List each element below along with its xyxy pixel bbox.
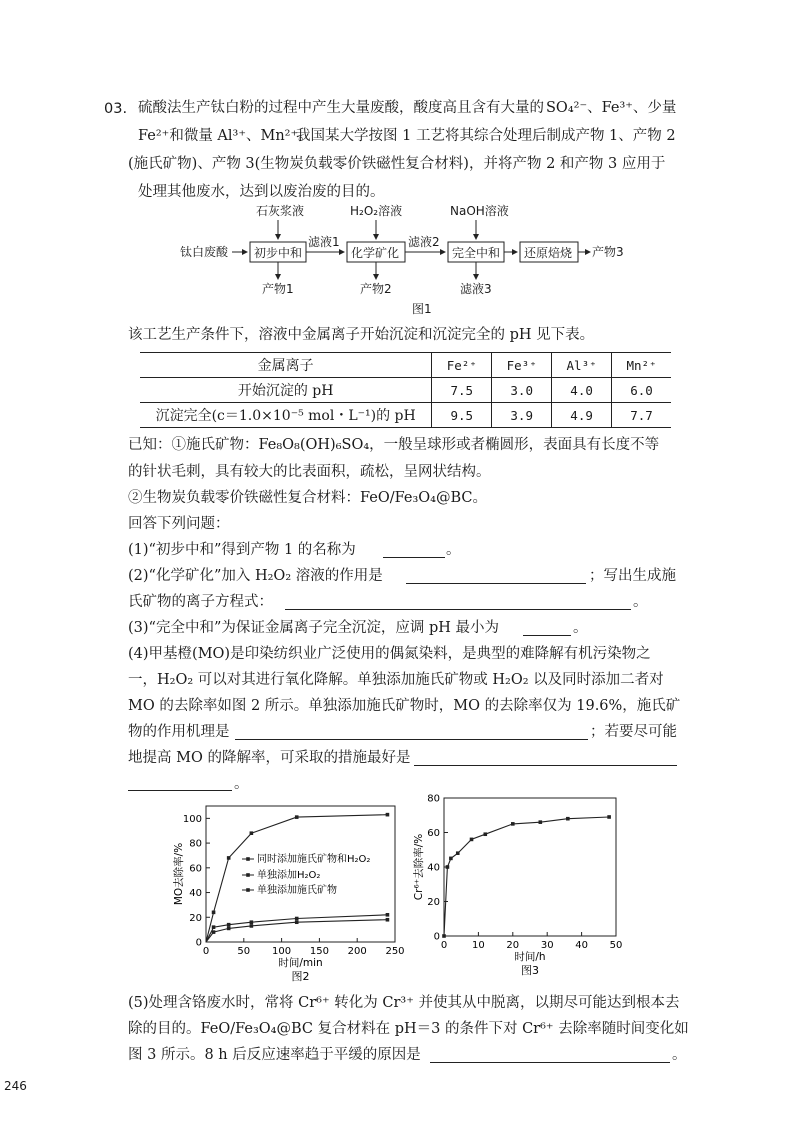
table-header-fe3: Fe³⁺	[492, 353, 552, 378]
y-tick-label: 0	[433, 931, 440, 943]
q4-answer-blank-2[interactable]	[414, 753, 677, 766]
data-point	[483, 832, 487, 836]
x-tick-label: 0	[202, 946, 210, 957]
table-header-label: 金属离子	[140, 353, 432, 378]
data-point	[386, 918, 390, 922]
x-tick-label: 150	[309, 946, 329, 957]
data-point	[227, 856, 231, 860]
flow-step-2: 化学矿化	[351, 246, 400, 260]
q3-end: 。	[573, 620, 588, 636]
legend-entry: 单独添加施氏矿物	[257, 885, 337, 896]
x-tick-label: 0	[440, 940, 448, 951]
data-point	[442, 934, 446, 938]
known-line-1: 已知：①施氏矿物：Fe₈O₈(OH)₆SO₄，一般呈球形或者椭圆形，表面具有长度不等	[128, 437, 660, 453]
q4-line-2: 一，H₂O₂ 可以对其进行氧化降解。单独添加施氏矿物或 H₂O₂ 以及同时添加二者对	[128, 672, 664, 688]
table-header-mn2: Mn²⁺	[612, 353, 671, 378]
table-cell: 3.9	[492, 403, 552, 428]
table-cell: 4.9	[552, 403, 612, 428]
known-line-3: ②生物炭负载零价铁磁性复合材料：FeO/Fe₃O₄@BC。	[128, 490, 488, 506]
flow-step-1: 初步中和	[254, 246, 303, 260]
figure-caption: 图2	[291, 970, 310, 983]
process-flow-diagram	[180, 203, 640, 318]
q2-line-2-end: 。	[633, 594, 648, 610]
question-number: 03.	[104, 101, 128, 117]
x-axis-label: 时间/min	[278, 957, 323, 969]
flow-end: 产物3	[592, 245, 624, 259]
legend-marker	[246, 888, 250, 892]
legend-entry: 同时添加施氏矿物和H₂O₂	[257, 854, 371, 865]
y-tick-label: 80	[189, 838, 202, 850]
figure-3-chart	[408, 790, 628, 984]
q2-line-2: 氏矿物的离子方程式：	[128, 594, 273, 610]
answer-prompt: 回答下列问题：	[128, 516, 230, 532]
q5-line-3: 图 3 所示。8 h 后反应速率趋于平缓的原因是	[128, 1047, 421, 1063]
flow-product-1: 产物1	[262, 282, 294, 296]
intro-line-3: (施氏矿物)、产物 3(生物炭负载零价铁磁性复合材料)，并将产物 2 和产物 3 应用于	[128, 156, 666, 172]
table-header-row	[140, 353, 671, 378]
table-row	[140, 403, 671, 428]
q5-line-2: 除的目的。FeO/Fe₃O₄@BC 复合材料在 pH＝3 的条件下对 Cr⁶⁺ 去除率随时间变化如	[128, 1021, 689, 1037]
x-tick-label: 50	[609, 940, 623, 951]
x-tick-label: 50	[237, 946, 251, 957]
intro-line-2: 我国某大学按图 1 工艺将其综合处理后制成产物 1、产物 2	[296, 128, 676, 144]
table-cell: 9.5	[432, 403, 492, 428]
table-header-fe2: Fe²⁺	[432, 353, 492, 378]
table-row-label: 沉淀完全(c＝1.0×10⁻⁵ mol・L⁻¹)的 pH	[140, 403, 432, 428]
y-tick-label: 40	[427, 862, 440, 874]
data-point	[449, 857, 453, 861]
figure-1-caption: 图1	[412, 302, 432, 316]
metal-ion-ph-table	[140, 352, 671, 428]
x-axis-label: 时间/h	[514, 951, 546, 963]
q5-line-3-end: 。	[672, 1047, 687, 1063]
data-point	[386, 913, 390, 917]
y-tick-label: 20	[189, 912, 202, 924]
data-point	[212, 925, 216, 929]
flow-reagent-1: 石灰浆液	[256, 204, 305, 218]
q5-answer-blank[interactable]	[430, 1050, 670, 1063]
known-line-2: 的针状毛刺，具有较大的比表面积，疏松，呈网状结构。	[128, 464, 491, 480]
intro-line-1: 硫酸法生产钛白粉的过程中产生大量废酸，酸度高且含有大量的	[138, 100, 544, 116]
legend-marker	[246, 873, 250, 877]
q2-answer-blank-2[interactable]	[285, 597, 631, 610]
table-cell: 7.7	[612, 403, 671, 428]
table-row-label: 开始沉淀的 pH	[140, 378, 432, 403]
q1-text: (1)“初步中和”得到产物 1 的名称为	[128, 542, 356, 558]
q4-line-4: 物的作用机理是	[128, 724, 230, 740]
data-point	[539, 820, 543, 824]
intro-line-4: 处理其他废水，达到以废治废的目的。	[138, 184, 385, 200]
q4-line-3: MO 的去除率如图 2 所示。单独添加施氏矿物时，MO 的去除率仅为 19.6%，施氏矿	[128, 698, 681, 714]
q4-line-6-end: 。	[234, 776, 249, 792]
q4-line-4-end: ；若要尽可能	[590, 724, 677, 740]
data-point	[227, 923, 231, 927]
q2-line-1-end: ；写出生成施	[589, 568, 676, 584]
table-row	[140, 378, 671, 403]
flow-reagent-3: NaOH溶液	[450, 204, 509, 218]
x-tick-label: 10	[472, 940, 485, 951]
intro-line-1-ions: SO₄²⁻、Fe³⁺、少量	[546, 100, 677, 116]
y-axis-label: Cr⁶⁺去除率/%	[413, 833, 425, 901]
q4-line-1: (4)甲基橙(MO)是印染纺织业广泛使用的偶氮染料，是典型的难降解有机污染物之	[128, 646, 651, 662]
data-point	[446, 865, 450, 869]
table-cell: 6.0	[612, 378, 671, 403]
y-tick-label: 100	[182, 813, 202, 825]
data-point	[250, 924, 254, 928]
flow-start: 钛白废酸	[180, 245, 229, 259]
flow-filtrate-2: 滤液2	[408, 235, 440, 249]
legend-entry: 单独添加H₂O₂	[257, 870, 321, 881]
data-point	[566, 817, 570, 821]
y-tick-label: 40	[189, 888, 202, 900]
y-tick-label: 60	[427, 828, 440, 839]
series-line	[444, 817, 609, 936]
table-intro: 该工艺生产条件下，溶液中金属离子开始沉淀和沉淀完全的 pH 见下表。	[128, 327, 595, 343]
flow-filtrate-1: 滤液1	[308, 235, 340, 249]
flow-step-4: 还原焙烧	[524, 246, 573, 260]
x-tick-label: 250	[385, 946, 405, 957]
page-number: 246	[4, 1079, 27, 1093]
flow-product-2: 产物2	[360, 282, 392, 296]
q4-answer-blank-1[interactable]	[235, 727, 588, 740]
table-cell: 4.0	[552, 378, 612, 403]
q4-answer-blank-3[interactable]	[128, 778, 232, 791]
table-header-al3: Al³⁺	[552, 353, 612, 378]
q2-line-1: (2)“化学矿化”加入 H₂O₂ 溶液的作用是	[128, 568, 383, 584]
data-point	[456, 851, 460, 855]
data-point	[295, 920, 299, 924]
q3-text: (3)“完全中和”为保证金属离子完全沉淀，应调 pH 最小为	[128, 620, 500, 636]
data-point	[250, 920, 254, 924]
y-tick-label: 80	[427, 793, 440, 805]
data-point	[295, 917, 299, 921]
flow-reagent-2: H₂O₂溶液	[350, 204, 403, 218]
q2-answer-blank-1[interactable]	[406, 571, 586, 584]
y-tick-label: 20	[427, 897, 440, 908]
data-point	[386, 813, 390, 817]
data-point	[250, 831, 254, 835]
legend-marker	[246, 857, 250, 861]
flow-product-3: 滤液3	[460, 282, 492, 296]
y-axis-label: MO去除率/%	[173, 842, 185, 906]
table-cell: 7.5	[432, 378, 492, 403]
figure-2-chart	[168, 794, 408, 984]
table-cell: 3.0	[492, 378, 552, 403]
data-point	[511, 822, 515, 826]
data-point	[227, 927, 231, 931]
data-point	[212, 911, 216, 915]
x-tick-label: 20	[506, 940, 520, 951]
y-tick-label: 60	[189, 863, 202, 875]
q5-line-1: (5)处理含铬废水时，常将 Cr⁶⁺ 转化为 Cr³⁺ 并使其从中脱离，以期尽可能达到根本去	[128, 995, 680, 1011]
x-tick-label: 30	[540, 940, 554, 951]
x-tick-label: 40	[575, 940, 588, 951]
q4-line-5: 地提高 MO 的降解率，可采取的措施最好是	[128, 750, 411, 766]
q1-end: 。	[446, 542, 461, 558]
data-point	[607, 815, 611, 819]
x-tick-label: 200	[347, 946, 367, 957]
x-tick-label: 100	[272, 946, 292, 957]
data-point	[295, 815, 299, 819]
figure-caption: 图3	[521, 964, 539, 977]
data-point	[470, 838, 474, 842]
q1-answer-blank[interactable]	[383, 545, 445, 558]
data-point	[212, 930, 216, 934]
plot-frame	[444, 798, 616, 936]
intro-line-2-ions: Fe²⁺和微量 Al³⁺、Mn²⁺。	[138, 128, 313, 144]
flow-step-3: 完全中和	[452, 246, 501, 260]
q3-answer-blank[interactable]	[523, 623, 571, 636]
y-tick-label: 0	[195, 937, 202, 949]
